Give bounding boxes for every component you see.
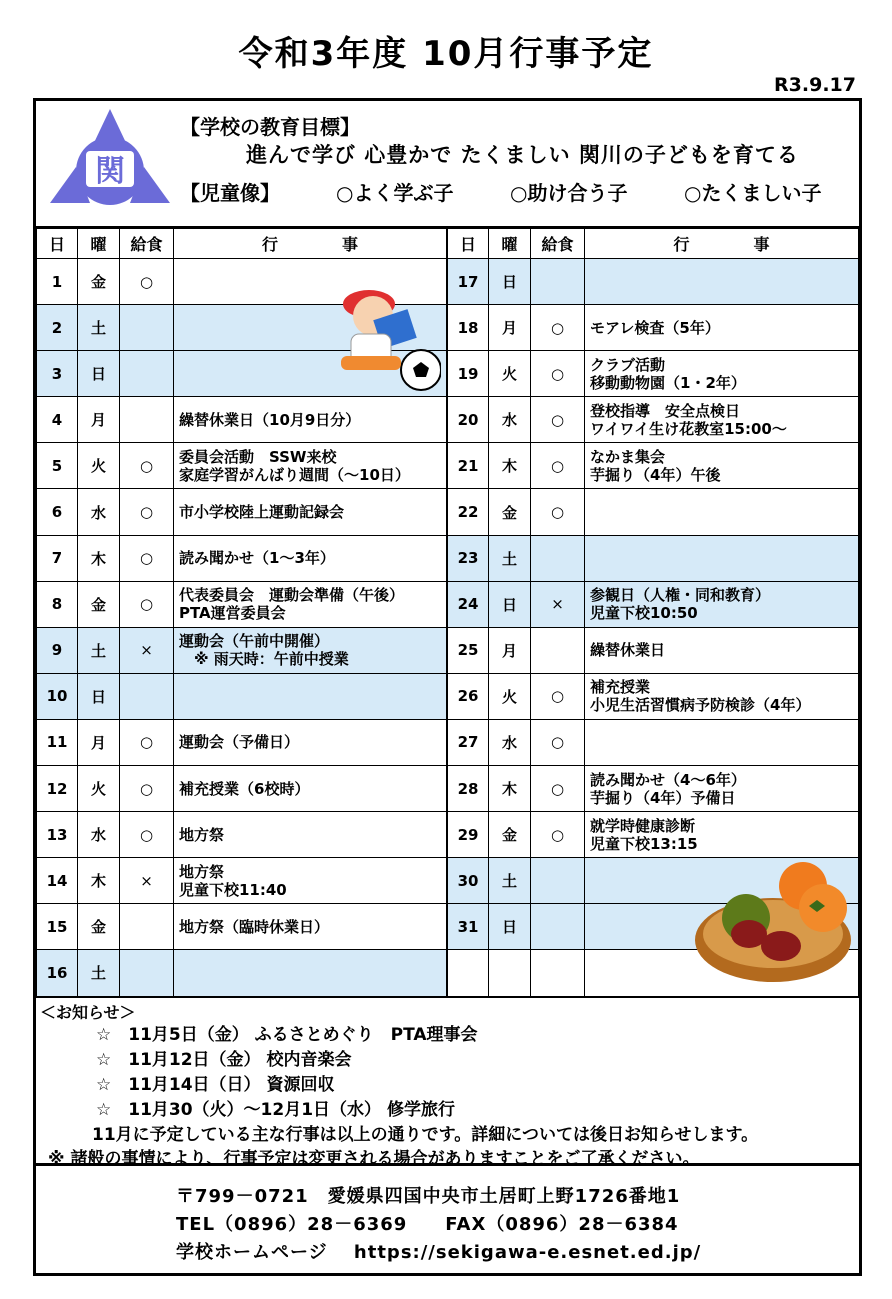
lunch-cell	[531, 858, 585, 904]
day-cell: 27	[448, 719, 489, 765]
lunch-cell: ×	[531, 581, 585, 627]
day-cell: 24	[448, 581, 489, 627]
weekday-cell: 土	[489, 535, 531, 581]
event-line: 運動会（予備日）	[179, 733, 300, 752]
contact-section	[36, 1166, 859, 1273]
weekday-cell: 金	[78, 259, 120, 305]
lunch-cell: ○	[531, 766, 585, 812]
event-line: 芋掘り（4年）午後	[590, 465, 721, 484]
lunch-cell	[120, 397, 174, 443]
day-cell: 1	[37, 259, 78, 305]
table-row	[448, 673, 859, 719]
event-line: 繰替休業日	[590, 641, 666, 660]
lunch-cell: ○	[120, 259, 174, 305]
event-cell	[585, 397, 859, 443]
day-cell: 19	[448, 351, 489, 397]
event-cell	[585, 443, 859, 489]
contact-address: 〒799－0721 愛媛県四国中央市土居町上野1726番地1	[176, 1186, 681, 1207]
event-cell	[174, 535, 447, 581]
lunch-cell: ○	[531, 673, 585, 719]
day-cell: 14	[37, 858, 78, 904]
event-line: 芋掘り（4年）予備日	[590, 788, 736, 807]
day-cell: 4	[37, 397, 78, 443]
lunch-cell: ○	[531, 397, 585, 443]
chestnut-persimmon-illustration	[691, 856, 861, 986]
event-line: 就学時健康診断	[590, 816, 696, 835]
weekday-cell: 日	[78, 351, 120, 397]
ideal-item: ○たくましい子	[684, 181, 822, 205]
header-day: 日	[448, 229, 489, 259]
weekday-cell: 日	[78, 673, 120, 719]
weekday-cell: 日	[489, 259, 531, 305]
schedule-frame	[33, 98, 862, 1276]
notice-heading: ＜お知らせ＞	[40, 1003, 136, 1022]
table-row	[448, 766, 859, 812]
event-line: 補充授業	[590, 678, 651, 697]
lunch-cell: ○	[120, 581, 174, 627]
event-cell	[174, 397, 447, 443]
table-row	[37, 535, 447, 581]
event-line: なかま集会	[590, 447, 666, 466]
day-cell: 22	[448, 489, 489, 535]
school-logo-icon	[46, 107, 174, 217]
lunch-cell: ×	[120, 627, 174, 673]
lunch-cell: ○	[120, 443, 174, 489]
weekday-cell: 木	[489, 443, 531, 489]
notice-item: ☆ 11月5日（金） ふるさとめぐり PTA理事会	[96, 1025, 478, 1045]
lunch-cell: ○	[531, 443, 585, 489]
notice-section	[36, 996, 859, 1169]
event-line: 地方祭	[179, 862, 225, 881]
lunch-cell: ×	[120, 858, 174, 904]
table-row	[37, 950, 447, 996]
weekday-cell: 月	[78, 397, 120, 443]
page-title: 令和3年度 10月行事予定	[238, 34, 654, 74]
table-row	[37, 489, 447, 535]
weekday-cell: 水	[78, 489, 120, 535]
lunch-cell: ○	[531, 351, 585, 397]
weekday-cell: 土	[78, 950, 120, 996]
day-cell: 7	[37, 535, 78, 581]
weekday-cell: 火	[78, 443, 120, 489]
lunch-cell: ○	[531, 305, 585, 351]
header-weekday: 曜	[78, 229, 120, 259]
day-cell: 16	[37, 950, 78, 996]
weekday-cell: 木	[78, 535, 120, 581]
notice-footer: 11月に予定している主な行事は以上の通りです。詳細については後日お知らせします。	[92, 1125, 759, 1145]
weekday-cell: 金	[489, 812, 531, 858]
day-cell: 25	[448, 627, 489, 673]
table-row	[448, 719, 859, 765]
event-cell	[585, 351, 859, 397]
lunch-cell	[531, 627, 585, 673]
notice-disclaimer: ※ 諸般の事情により、行事予定は変更される場合がありますことをご了承ください。	[48, 1149, 700, 1169]
event-line: 参観日（人権・同和教育）	[590, 586, 771, 605]
table-row	[37, 766, 447, 812]
event-line: 市小学校陸上運動記録会	[179, 503, 345, 522]
table-row	[448, 535, 859, 581]
event-line: 補充授業（6校時）	[179, 779, 310, 798]
event-cell	[585, 489, 859, 535]
event-line: ワイワイ生け花教室15:00～	[590, 419, 787, 438]
event-cell	[585, 719, 859, 765]
event-cell	[174, 719, 447, 765]
event-line: 児童下校13:15	[590, 834, 698, 853]
event-cell	[174, 766, 447, 812]
weekday-cell	[489, 950, 531, 996]
goal-heading: 【学校の教育目標】	[180, 115, 360, 139]
weekday-cell: 日	[489, 904, 531, 950]
event-cell	[585, 305, 859, 351]
table-row	[448, 812, 859, 858]
event-cell	[585, 673, 859, 719]
event-line: 移動動物園（1・2年）	[590, 373, 746, 392]
lunch-cell	[531, 259, 585, 305]
event-line: ※ 雨天時：午前中授業	[179, 650, 349, 669]
weekday-cell: 水	[489, 719, 531, 765]
notice-item: ☆ 11月14日（日） 資源回収	[96, 1075, 335, 1095]
table-row	[448, 627, 859, 673]
lunch-cell	[120, 904, 174, 950]
table-row	[37, 627, 447, 673]
header-weekday: 曜	[489, 229, 531, 259]
table-header-row	[37, 229, 447, 259]
lunch-cell: ○	[120, 812, 174, 858]
lunch-cell	[120, 351, 174, 397]
issue-date: R3.9.17	[774, 74, 856, 96]
contact-phone: TEL（0896）28－6369 FAX（0896）28－6384	[176, 1214, 679, 1235]
event-line: モアレ検査（5年）	[590, 318, 720, 337]
table-row	[37, 858, 447, 904]
weekday-cell: 月	[489, 627, 531, 673]
table-row	[448, 489, 859, 535]
lunch-cell: ○	[120, 535, 174, 581]
event-cell	[174, 673, 447, 719]
lunch-cell	[531, 535, 585, 581]
day-cell: 30	[448, 858, 489, 904]
weekday-cell: 金	[489, 489, 531, 535]
weekday-cell: 土	[78, 627, 120, 673]
day-cell: 6	[37, 489, 78, 535]
event-cell	[585, 766, 859, 812]
event-line: 家庭学習がんばり週間（～10日）	[179, 465, 410, 484]
day-cell: 20	[448, 397, 489, 443]
event-line: 地方祭	[179, 825, 225, 844]
lunch-cell	[531, 904, 585, 950]
day-cell: 17	[448, 259, 489, 305]
table-row	[37, 443, 447, 489]
event-cell	[174, 904, 447, 950]
event-line: 登校指導 安全点検日	[590, 401, 741, 420]
header-event: 行 事	[585, 229, 859, 259]
event-cell	[585, 581, 859, 627]
weekday-cell: 木	[489, 766, 531, 812]
weekday-cell: 火	[489, 351, 531, 397]
lunch-cell	[120, 673, 174, 719]
weekday-cell: 月	[78, 719, 120, 765]
event-line: 繰替休業日（10月9日分）	[179, 410, 361, 429]
event-cell	[585, 535, 859, 581]
event-line: 児童下校10:50	[590, 604, 698, 623]
weekday-cell: 土	[78, 305, 120, 351]
event-line: 地方祭（臨時休業日）	[179, 917, 330, 936]
weekday-cell: 金	[78, 904, 120, 950]
lunch-cell	[120, 950, 174, 996]
weekday-cell: 日	[489, 581, 531, 627]
lunch-cell: ○	[531, 812, 585, 858]
header-day: 日	[37, 229, 78, 259]
lunch-cell: ○	[531, 719, 585, 765]
notice-item: ☆ 11月12日（金） 校内音楽会	[96, 1050, 352, 1070]
event-line: PTA運営委員会	[179, 604, 286, 623]
day-cell: 12	[37, 766, 78, 812]
weekday-cell: 水	[78, 812, 120, 858]
lunch-cell: ○	[531, 489, 585, 535]
table-row	[448, 259, 859, 305]
table-header-row	[448, 229, 859, 259]
event-line: 読み聞かせ（4～6年）	[590, 770, 746, 789]
table-row	[37, 812, 447, 858]
event-cell	[174, 950, 447, 996]
event-cell	[585, 812, 859, 858]
day-cell: 26	[448, 673, 489, 719]
event-cell	[174, 489, 447, 535]
event-cell	[174, 812, 447, 858]
table-row	[448, 351, 859, 397]
day-cell: 9	[37, 627, 78, 673]
table-row	[37, 673, 447, 719]
lunch-cell	[120, 305, 174, 351]
table-row	[37, 397, 447, 443]
notice-item: ☆ 11月30（火）～12月1日（水） 修学旅行	[96, 1100, 455, 1120]
day-cell: 15	[37, 904, 78, 950]
table-row	[37, 581, 447, 627]
day-cell: 21	[448, 443, 489, 489]
event-cell	[174, 581, 447, 627]
table-row	[37, 904, 447, 950]
header-event: 行 事	[174, 229, 447, 259]
weekday-cell: 火	[78, 766, 120, 812]
event-cell	[585, 259, 859, 305]
lunch-cell: ○	[120, 719, 174, 765]
weekday-cell: 土	[489, 858, 531, 904]
weekday-cell: 水	[489, 397, 531, 443]
svg-text:関: 関	[95, 154, 125, 189]
event-cell	[174, 443, 447, 489]
event-line: 読み聞かせ（1～3年）	[179, 549, 335, 568]
ideal-item: ○助け合う子	[510, 181, 628, 205]
event-line: 児童下校11:40	[179, 880, 287, 899]
event-line: 代表委員会 運動会準備（午後）	[179, 586, 405, 605]
weekday-cell: 金	[78, 581, 120, 627]
event-cell	[174, 858, 447, 904]
goal-text: 進んで学び 心豊かで たくましい 関川の子どもを育てる	[246, 143, 799, 167]
day-cell: 28	[448, 766, 489, 812]
ideal-heading: 【児童像】	[180, 181, 280, 205]
event-line: 小児生活習慣病予防検診（4年）	[590, 696, 811, 715]
day-cell: 18	[448, 305, 489, 351]
day-cell: 11	[37, 719, 78, 765]
day-cell: 2	[37, 305, 78, 351]
day-cell: 29	[448, 812, 489, 858]
day-cell: 3	[37, 351, 78, 397]
event-cell	[585, 627, 859, 673]
table-row	[37, 719, 447, 765]
day-cell: 10	[37, 673, 78, 719]
day-cell	[448, 950, 489, 996]
day-cell: 13	[37, 812, 78, 858]
reading-child-illustration	[321, 276, 441, 396]
goals-section	[36, 101, 859, 228]
lunch-cell	[531, 950, 585, 996]
event-line: クラブ活動	[590, 355, 666, 374]
table-row	[448, 581, 859, 627]
lunch-cell: ○	[120, 489, 174, 535]
event-line: 委員会活動 SSW来校	[179, 447, 337, 466]
day-cell: 5	[37, 443, 78, 489]
weekday-cell: 火	[489, 673, 531, 719]
table-row	[448, 397, 859, 443]
header-lunch: 給食	[531, 229, 585, 259]
weekday-cell: 木	[78, 858, 120, 904]
lunch-cell: ○	[120, 766, 174, 812]
day-cell: 31	[448, 904, 489, 950]
event-cell	[174, 627, 447, 673]
header-lunch: 給食	[120, 229, 174, 259]
weekday-cell: 月	[489, 305, 531, 351]
ideal-item: ○よく学ぶ子	[336, 181, 454, 205]
day-cell: 8	[37, 581, 78, 627]
table-row	[448, 443, 859, 489]
contact-website[interactable]: 学校ホームページ https://sekigawa-e.esnet.ed.jp/	[176, 1242, 702, 1263]
day-cell: 23	[448, 535, 489, 581]
event-line: 運動会（午前中開催）	[179, 632, 330, 651]
table-row	[448, 305, 859, 351]
